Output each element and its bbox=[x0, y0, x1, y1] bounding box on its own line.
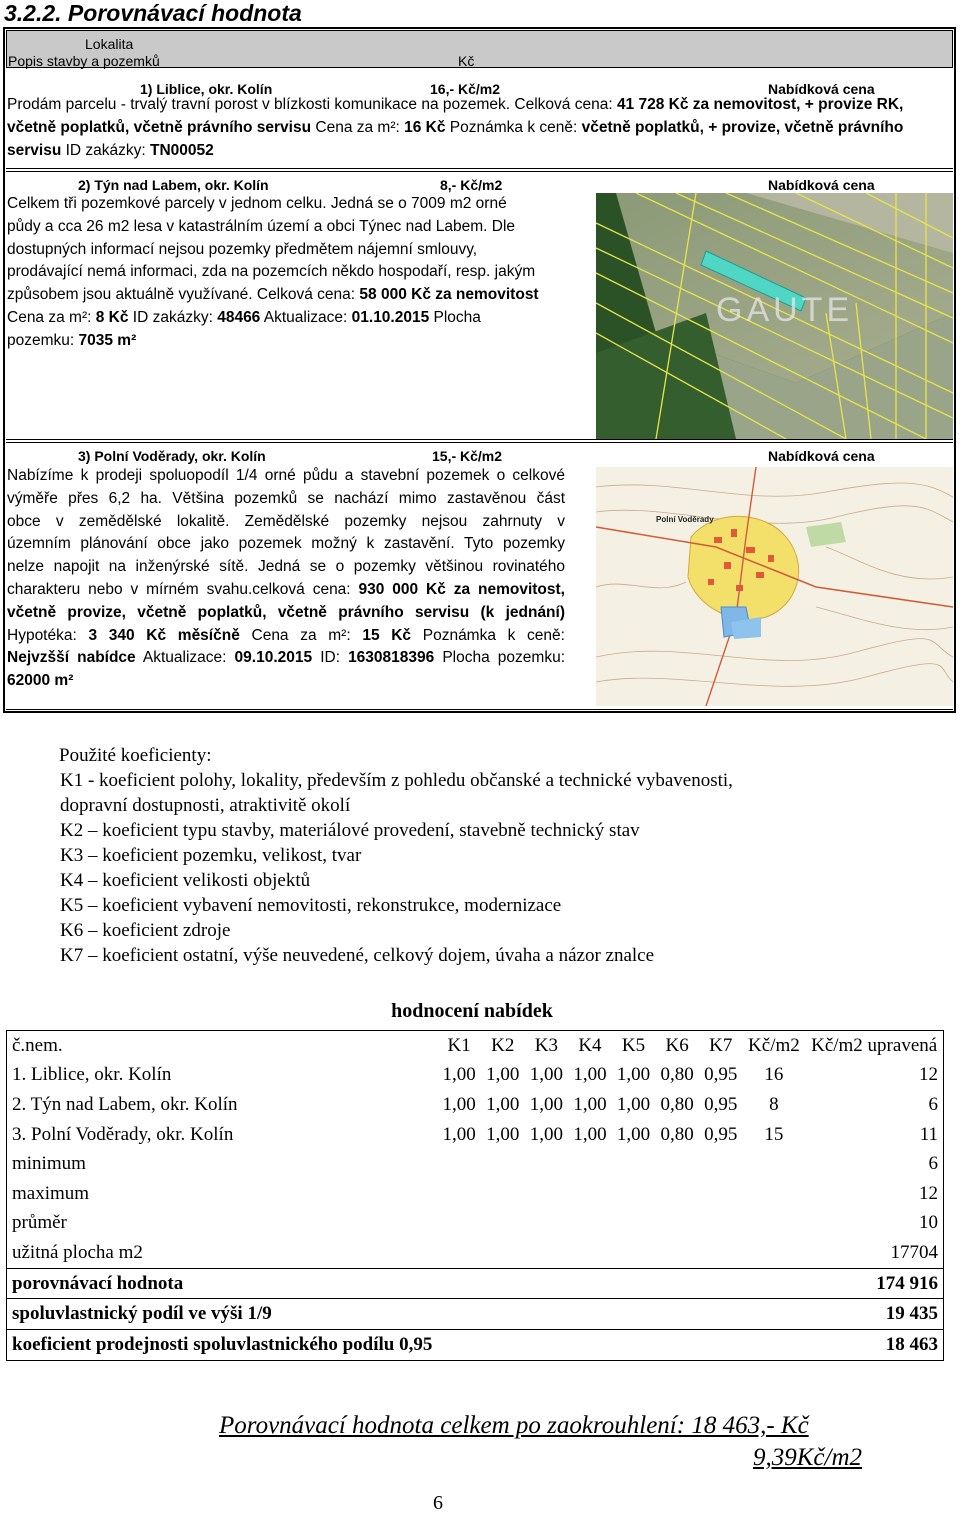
table-cell: 1,00 bbox=[486, 1064, 520, 1086]
description-line: způsobem jsou aktuálně využívané. Celková cena: 58 000 Kč za nemovitost bbox=[7, 286, 539, 304]
offer-3-description bbox=[7, 465, 565, 693]
result-row bbox=[7, 1299, 944, 1330]
coefficients-title: Použité koeficienty: bbox=[59, 745, 212, 766]
table-cell: spoluvlastnický podíl ve výši 1/9 bbox=[7, 1299, 438, 1330]
table-cell: 17704 bbox=[437, 1238, 943, 1268]
table-header-row bbox=[7, 1031, 944, 1061]
map-village-label: Polní Voděrady bbox=[656, 515, 714, 524]
table-cell: 8 bbox=[769, 1093, 779, 1115]
stats-row bbox=[7, 1209, 944, 1239]
offer-1-price: 16,- Kč/m2 bbox=[430, 81, 501, 97]
coef-k4: K4 – koeficient velikosti objektů bbox=[60, 870, 311, 891]
description-line: charakteru nebo v mírném svahu.celková cena: 930 000 Kč za nemovitost, bbox=[7, 580, 565, 598]
table-row bbox=[7, 1090, 944, 1120]
description-line: Hypotéka: 3 340 Kč měsíčně Cena za m²: 15 Kč Poznámka k ceně: bbox=[7, 626, 565, 644]
table-cell: 6 bbox=[805, 1090, 943, 1120]
coef-k2: K2 – koeficient typu stavby, materiálové provedení, stavebně technický stav bbox=[60, 820, 640, 841]
description-line: Nejvzšší nabídce Aktualizace: 09.10.2015 ID: 1630818396 Plocha pozemku: bbox=[7, 649, 566, 667]
table-cell: 16 bbox=[764, 1064, 784, 1086]
table-cell: 6 bbox=[437, 1149, 943, 1179]
stats-row bbox=[7, 1149, 944, 1179]
table-cell: K6 bbox=[655, 1031, 699, 1061]
result-row bbox=[7, 1329, 944, 1360]
table-cell: 1,00 bbox=[616, 1123, 651, 1145]
table-cell: 12 bbox=[805, 1061, 943, 1091]
table-cell: 1,00 bbox=[529, 1123, 563, 1145]
stats-row bbox=[7, 1179, 944, 1209]
table-cell: 1,00 bbox=[573, 1093, 607, 1115]
offer-2-price: 8,- Kč/m2 bbox=[440, 177, 503, 193]
table-cell: 1,00 bbox=[529, 1064, 563, 1086]
offer-1-title: 1) Liblice, okr. Kolín bbox=[140, 81, 273, 97]
description-line: včetně provize, včetně poplatků, včetně právního servisu (k jednání) bbox=[7, 603, 565, 621]
table-cell: koeficient prodejnosti spoluvlastnického podílu 0,95 bbox=[7, 1329, 438, 1360]
table-cell: 0,95 bbox=[704, 1064, 738, 1086]
table-cell: Kč/m2 upravená bbox=[805, 1031, 943, 1061]
description-line: pozemku: 7035 m² bbox=[7, 331, 137, 349]
offer-2-title: 2) Týn nad Labem, okr. Kolín bbox=[78, 177, 269, 193]
offer-1-description bbox=[7, 94, 953, 162]
table-cell: 1,00 bbox=[486, 1093, 520, 1115]
description-line: půdy a cca 26 m2 lesa v katastrálním území a obci Týnec nad Labem. Dle bbox=[7, 217, 516, 235]
table-cell: užitná plocha m2 bbox=[7, 1238, 438, 1268]
summary-line-2: 9,39Kč/m2 bbox=[753, 1444, 863, 1471]
description-line: včetně poplatků, včetně právního servisu Cena za m²: 16 Kč Poznámka k ceně: včetně poplatků, + provize, včetně právního bbox=[7, 118, 904, 136]
table-cell: maximum bbox=[7, 1179, 438, 1209]
offer-2-description bbox=[7, 193, 565, 353]
table-cell: 0,80 bbox=[660, 1093, 694, 1115]
separator bbox=[6, 168, 953, 172]
table-cell: porovnávací hodnota bbox=[7, 1268, 438, 1299]
table-cell: 1,00 bbox=[529, 1093, 563, 1115]
table-cell: K5 bbox=[612, 1031, 656, 1061]
section-heading: 3.2.2. Porovnávací hodnota bbox=[4, 0, 302, 26]
table-cell: 1,00 bbox=[616, 1064, 651, 1086]
satellite-map-image bbox=[596, 193, 953, 439]
table-cell: 12 bbox=[437, 1179, 943, 1209]
table-cell: Kč/m2 bbox=[743, 1031, 806, 1061]
description-line: servisu ID zakázky: TN00052 bbox=[7, 141, 214, 159]
stats-row bbox=[7, 1238, 944, 1268]
table-cell: 15 bbox=[764, 1123, 784, 1145]
table-cell: 10 bbox=[437, 1209, 943, 1239]
description-line: obce v zemědělské lokalitě. Zemědělské pozemky nejsou zahrnuty v bbox=[7, 512, 565, 530]
description-line: územním plánování obce jako pozemek možný k zastavění. Tyto pozemky bbox=[7, 535, 565, 553]
table-cell: 1,00 bbox=[442, 1093, 476, 1115]
description-line: Prodám parcelu - trvalý travní porost v blízkosti komunikace na pozemek. Celková cena: 41 728 Kč za nemovitost, + provize RK, bbox=[7, 96, 904, 113]
evaluation-table bbox=[6, 1030, 944, 1361]
header-kc: Kč bbox=[458, 53, 475, 69]
result-row bbox=[7, 1268, 944, 1299]
table-cell: 18 463 bbox=[437, 1329, 943, 1360]
table-cell: 1,00 bbox=[442, 1123, 476, 1145]
coef-k5: K5 – koeficient vybavení nemovitosti, rekonstrukce, modernizace bbox=[60, 895, 562, 916]
description-line: 62000 m² bbox=[7, 672, 74, 690]
description-line: nelze napojit na inženýrské sítě. Jedná se o pozemky většinou rovinatého bbox=[7, 558, 565, 576]
table-cell: 19 435 bbox=[437, 1299, 943, 1330]
table-cell: 1,00 bbox=[486, 1123, 520, 1145]
table-cell: 1. Liblice, okr. Kolín bbox=[7, 1061, 438, 1091]
header-popis: Popis stavby a pozemků bbox=[8, 53, 160, 69]
table-cell: 1,00 bbox=[573, 1064, 607, 1086]
table-cell: K3 bbox=[525, 1031, 569, 1061]
coef-k1-cont: dopravní dostupnosti, atraktivitě okolí bbox=[60, 795, 351, 816]
coef-k3: K3 – koeficient pozemku, velikost, tvar bbox=[60, 845, 362, 866]
table-cell: minimum bbox=[7, 1149, 438, 1179]
description-line: Cena za m²: 8 Kč ID zakázky: 48466 Aktualizace: 01.10.2015 Plocha bbox=[7, 308, 481, 326]
table-row bbox=[7, 1061, 944, 1091]
offer-2-type: Nabídková cena bbox=[768, 177, 875, 193]
header-lokalita: Lokalita bbox=[85, 36, 134, 52]
table-cell: K4 bbox=[568, 1031, 612, 1061]
offer-3-price: 15,- Kč/m2 bbox=[432, 448, 503, 464]
table-cell: č.nem. bbox=[7, 1031, 438, 1061]
table-cell: průměr bbox=[7, 1209, 438, 1239]
table-cell: K1 bbox=[437, 1031, 481, 1061]
frame-bottom-inner bbox=[6, 709, 953, 710]
offer-3-type: Nabídková cena bbox=[768, 448, 875, 464]
separator bbox=[6, 439, 953, 443]
description-line: Celkem tři pozemkové parcely v jednom celku. Jedná se o 7009 m2 orné bbox=[7, 195, 507, 212]
description-line: Nabízíme k prodeji spoluopodíl 1/4 orné půdu a stavební pozemek o celkové bbox=[7, 467, 565, 484]
satellite-map-graphic bbox=[596, 193, 953, 439]
coef-k6: K6 – koeficient zdroje bbox=[60, 920, 231, 941]
table-cell: 2. Týn nad Labem, okr. Kolín bbox=[7, 1090, 438, 1120]
evaluation-title: hodnocení nabídek bbox=[391, 1000, 553, 1022]
map-watermark: GAUTE bbox=[716, 291, 854, 329]
offer-3-title: 3) Polní Voděrady, okr. Kolín bbox=[78, 448, 266, 464]
coef-k7: K7 – koeficient ostatní, výše neuvedené, celkový dojem, úvaha a názor znalce bbox=[60, 945, 655, 966]
table-row bbox=[7, 1120, 944, 1150]
topographic-map-graphic bbox=[596, 467, 953, 706]
table-cell: 1,00 bbox=[616, 1093, 651, 1115]
table-cell: 0,80 bbox=[660, 1064, 694, 1086]
page-number: 6 bbox=[433, 1492, 443, 1514]
table-cell: 0,80 bbox=[660, 1123, 694, 1145]
topographic-map-image bbox=[596, 467, 953, 706]
coef-k1: K1 - koeficient polohy, lokality, především z pohledu občanské a technické vybavenosti, bbox=[60, 770, 733, 791]
table-cell: 1,00 bbox=[573, 1123, 607, 1145]
table-cell: 11 bbox=[805, 1120, 943, 1150]
description-line: výměře přes 6,2 ha. Většina pozemků se nachází mimo zastavěnou část bbox=[7, 489, 565, 507]
table-cell: 1,00 bbox=[442, 1064, 476, 1086]
summary-line-1: Porovnávací hodnota celkem po zaokrouhlení: 18 463,- Kč bbox=[219, 1412, 809, 1439]
table-cell: 3. Polní Voděrady, okr. Kolín bbox=[7, 1120, 438, 1150]
table-cell: K7 bbox=[699, 1031, 743, 1061]
table-cell: 0,95 bbox=[704, 1093, 738, 1115]
table-cell: 0,95 bbox=[704, 1123, 738, 1145]
description-line: dostupných informací nejsou pozemky předmětem nájemní smlouvy, bbox=[7, 240, 478, 258]
description-line: prodávající nemá informaci, zda na pozemcích někdo hospodaří, resp. jakým bbox=[7, 263, 536, 281]
offer-1-type: Nabídková cena bbox=[768, 81, 875, 97]
table-cell: 174 916 bbox=[437, 1268, 943, 1299]
table-cell: K2 bbox=[481, 1031, 525, 1061]
